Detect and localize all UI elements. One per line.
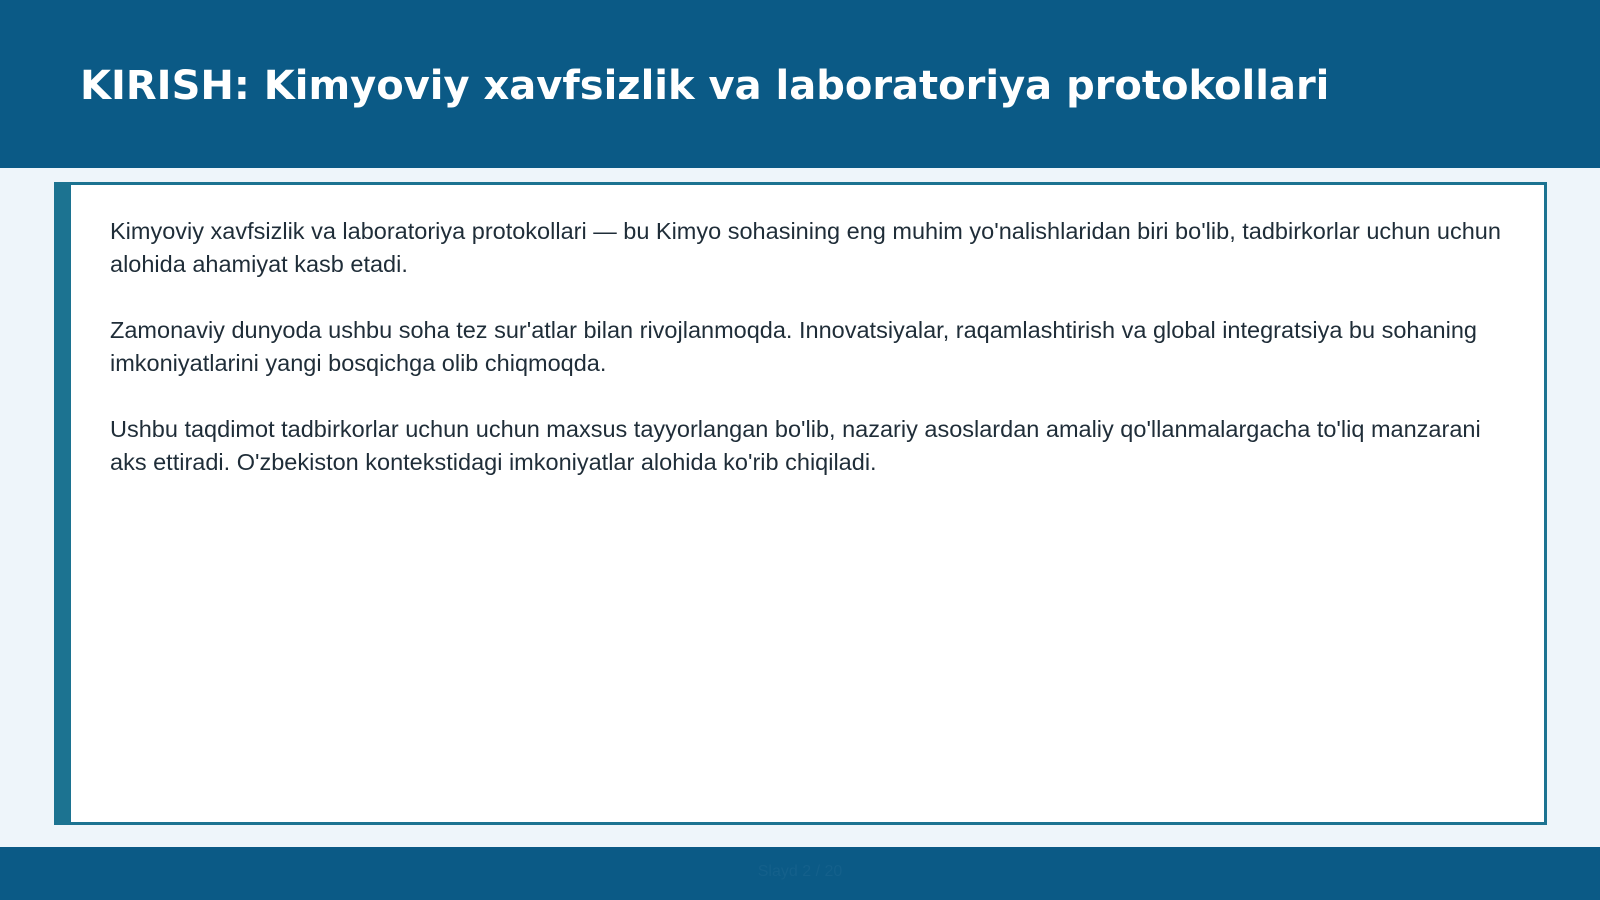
paragraph-presentation-scope: Ushbu taqdimot tadbirkorlar uchun uchun maxsus tayyorlangan bo'lib, nazariy asoslardan amaliy qo'llanmalargacha to'liq manzarani aks ettiradi. O'zbekiston kontekstidagi imkoniyatlar alohida ko'rib chiqiladi.: [110, 416, 1481, 475]
slide-title: KIRISH: Kimyoviy xavfsizlik va laboratoriya protokollari: [80, 63, 1330, 109]
content-body: [110, 215, 1515, 512]
slide-header: [0, 0, 1600, 168]
paragraph-modern-world: Zamonaviy dunyoda ushbu soha tez sur'atlar bilan rivojlanmoqda. Innovatsiyalar, raqamlashtirish va global integratsiya bu sohaning imkoniyatlarini yangi bosqichga olib chiqmoqda.: [110, 317, 1477, 376]
slide-counter: Slayd 2 / 20: [757, 863, 843, 880]
content-card: [54, 182, 1547, 825]
paragraph-intro: Kimyoviy xavfsizlik va laboratoriya protokollari — bu Kimyo sohasining eng muhim yo'nalishlaridan biri bo'lib, tadbirkorlar uchun uchun alohida ahamiyat kasb etadi.: [110, 218, 1501, 277]
slide-footer: [0, 847, 1600, 900]
